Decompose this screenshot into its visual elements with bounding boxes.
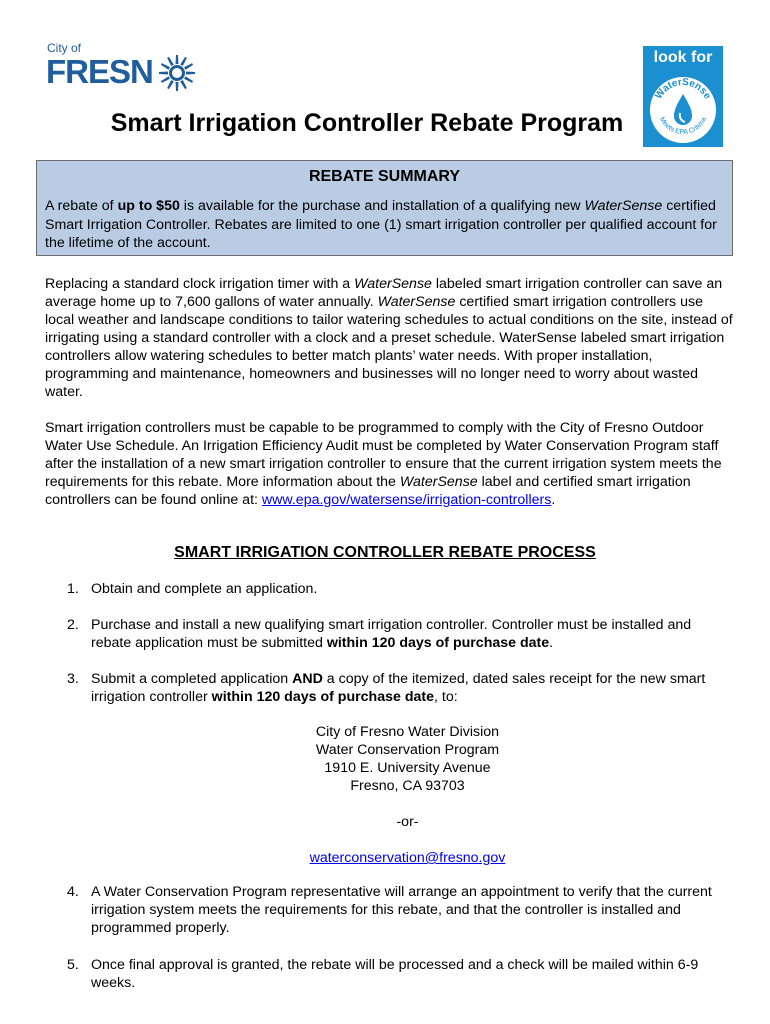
- rebate-summary-box: [36, 160, 733, 256]
- email-line: [0, 849, 770, 867]
- summary-heading: REBATE SUMMARY: [308, 168, 461, 185]
- process-heading: SMART IRRIGATION CONTROLLER REBATE PROCESS: [174, 544, 596, 561]
- logo-wordmark: FRESN: [46, 53, 153, 90]
- address-or: -or-: [396, 814, 419, 830]
- badge-criteria: Meets EPA Criteria: [657, 116, 709, 137]
- badge-brand: WaterSense: [653, 76, 713, 102]
- summary-text: A rebate of up to $50 is available for the purchase and installation of a qualifying new WaterSense certified Smart Irrigation Controller. Rebates are limited to one (1) smart irrigation controller per qualified account for the lifetime of the account.: [45, 198, 717, 251]
- requirements-paragraph: Smart irrigation controllers must be capable to be programmed to comply with the City of Fresno Outdoor Water Use Schedule. An Irrigation Efficiency Audit must be completed by Water Conservation Program staff after the installation of a new smart irrigation controller to ensure that the current irrigation system meets the requirements for this rebate. More information about the WaterSense label and certified smart irrigation controllers can be found online at: www.epa.gov/watersense/irrigation-controllers.: [45, 420, 722, 508]
- mailing-address: City of Fresno Water Division Water Conservation Program 1910 E. University Avenue Fresno, CA 93703: [315, 724, 500, 794]
- sunburst-o-icon: [157, 54, 197, 92]
- page-title: Smart Irrigation Controller Rebate Program: [110, 109, 624, 137]
- email-link[interactable]: waterconservation@fresno.gov: [309, 850, 506, 866]
- badge-look-for: look for: [653, 49, 713, 66]
- intro-paragraph: Replacing a standard clock irrigation timer with a WaterSense labeled smart irrigation controller can save an average home up to 7,600 gallons of water annually. WaterSense certified smart irrigation controllers use local weather and landscape conditions to tailor watering schedules to actual conditions on the site, instead of irrigating using a standard controller with a clock and a preset schedule. WaterSense labeled smart irrigation controllers allow watering schedules to better match plants’ water needs. With proper installation, programming and maintenance, homeowners and businesses will no longer need to worry about wasted water.: [45, 276, 733, 400]
- epa-link[interactable]: www.epa.gov/watersense/irrigation-controllers: [261, 492, 552, 508]
- logo-city-of: City of: [47, 41, 82, 55]
